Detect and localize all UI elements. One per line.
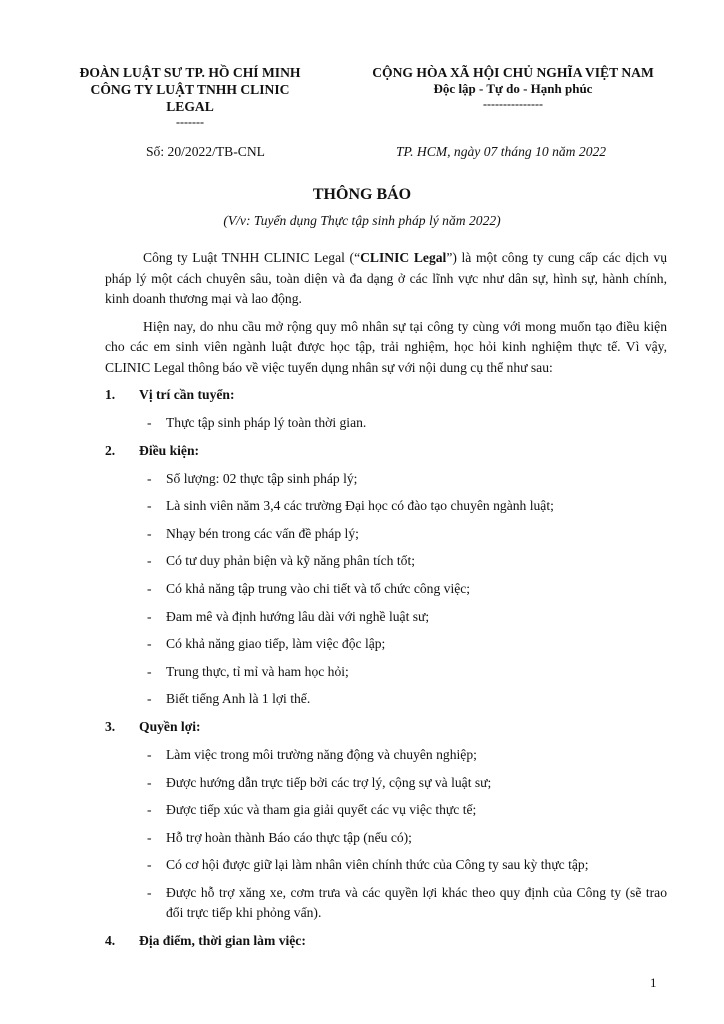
section-title: Vị trí cần tuyển: [139,387,235,402]
intro-paragraph-2: Hiện nay, do nhu cầu mở rộng quy mô nhân sự tại công ty cùng với mong muốn tạo điều kiện cho các em sinh viên ngành luật được học tập, trải nghiệm, học hỏi kinh nghiệm thực tế. Vì vậy, CLINIC Legal thông báo về việc tuyển dụng nhân sự với nội dung cụ thể như sau: [105,318,667,375]
list-item-text: Được hướng dẫn trực tiếp bởi các trợ lý, cộng sự và luật sư; [166,774,492,790]
list-item-text: Làm việc trong môi trường năng động và chuyên nghiệp; [166,746,477,762]
list-item [105,634,667,654]
document-body [105,248,667,959]
header-right-divider: --------------- [483,97,543,111]
document-subtitle: (V/v: Tuyển dụng Thực tập sinh pháp lý năm 2022) [223,213,501,228]
section-heading [105,717,667,737]
list-dash-marker: - [147,608,152,624]
list-item-text: Biết tiếng Anh là 1 lợi thế. [166,691,311,707]
list-item [105,551,667,571]
list-item [105,607,667,627]
intro-p1-before: Công ty Luật TNHH CLINIC Legal (“ [143,250,361,265]
list-dash-marker: - [147,774,152,790]
list-item-text: Có cơ hội được giữ lại làm nhân viên chính thức của Công ty sau kỳ thực tập; [166,857,589,873]
header-left-divider: ------- [176,115,204,129]
list-item [105,800,667,820]
document-date: TP. HCM, ngày 07 tháng 10 năm 2022 [396,144,607,159]
list-item [105,773,667,793]
section-number: 1. [105,387,116,402]
section-title: Quyền lợi: [139,718,201,734]
list-item-text: Hỗ trợ hoàn thành Báo cáo thực tập (nếu có); [166,829,412,845]
list-item [105,745,667,765]
list-dash-marker: - [147,525,152,541]
list-item [105,689,667,709]
list-dash-marker: - [147,829,152,845]
list-item-text: Đam mê và định hướng lâu dài với nghề luật sư; [166,608,430,624]
list-item [105,496,667,516]
list-dash-marker: - [147,802,152,818]
section-title: Điều kiện: [139,442,200,458]
list-dash-marker: - [147,470,152,486]
section-number: 4. [105,932,116,948]
section-number: 2. [105,442,116,458]
list-item [105,469,667,489]
section-heading [105,441,667,461]
list-item-text: Thực tập sinh pháp lý toàn thời gian. [166,415,367,430]
list-item [105,524,667,544]
list-item [105,579,667,599]
intro-p1-bold: CLINIC Legal [360,250,447,265]
document-title: THÔNG BÁO [312,186,412,203]
header-left [76,64,304,129]
company-name-line1: CÔNG TY LUẬT TNHH CLINIC [90,82,290,97]
reference-number: Số: 20/2022/TB-CNL [146,144,265,159]
list-item-text: Trung thực, tỉ mỉ và ham học hỏi; [166,663,349,679]
list-dash-marker: - [147,553,152,569]
section-number: 3. [105,718,116,734]
list-item [105,883,667,923]
section-title: Địa điểm, thời gian làm việc: [139,932,306,948]
list-item-text: Nhạy bén trong các vấn đề pháp lý; [166,525,359,541]
list-dash-marker: - [147,580,152,596]
list-dash-marker: - [147,884,152,900]
list-dash-marker: - [147,691,152,707]
list-item-text: Là sinh viên năm 3,4 các trường Đại học có đào tạo chuyên ngành luật; [166,498,554,514]
country-name: CỘNG HÒA XÃ HỘI CHỦ NGHĨA VIỆT NAM [372,65,654,80]
list-item-text: Có khả năng giao tiếp, làm việc độc lập; [166,636,386,652]
company-name-line2: LEGAL [166,99,214,114]
list-item-text: Được hỗ trợ xăng xe, cơm trưa và các quyền lợi khác theo quy định của Công ty (sẽ trao đổi trực tiếp khi phỏng vấn). [166,884,667,920]
section-heading [105,385,667,405]
list-item [105,828,667,848]
list-item-text: Được tiếp xúc và tham gia giải quyết các vụ việc thực tế; [166,802,477,818]
list-item [105,662,667,682]
list-item-text: Có tư duy phản biện và kỹ năng phân tích tốt; [166,553,415,569]
sections-list [105,385,667,951]
intro-paragraph-1 [105,248,667,310]
bar-association-name: ĐOÀN LUẬT SƯ TP. HỒ CHÍ MINH [79,65,301,80]
intro-p1-after: ”) là một công ty cung cấp các dịch vụ pháp lý một cách chuyên sâu, toàn diện và đa dạng ở các lĩnh vực như dân sự, hình sự, hành chính, kinh doanh thương mại và lao động. [105,250,667,306]
list-dash-marker: - [147,857,152,873]
list-dash-marker: - [147,415,152,430]
page-number: 1 [650,975,657,990]
list-dash-marker: - [147,498,152,514]
list-dash-marker: - [147,746,152,762]
list-item [105,855,667,875]
list-item-text: Số lượng: 02 thực tập sinh pháp lý; [166,470,358,486]
national-motto: Độc lập - Tự do - Hạnh phúc [433,81,593,96]
list-dash-marker: - [147,636,152,652]
list-item [105,413,667,433]
list-dash-marker: - [147,663,152,679]
list-item-text: Có khả năng tập trung vào chi tiết và tổ chức công việc; [166,580,471,596]
section-heading [105,931,667,951]
header-right [348,64,678,111]
